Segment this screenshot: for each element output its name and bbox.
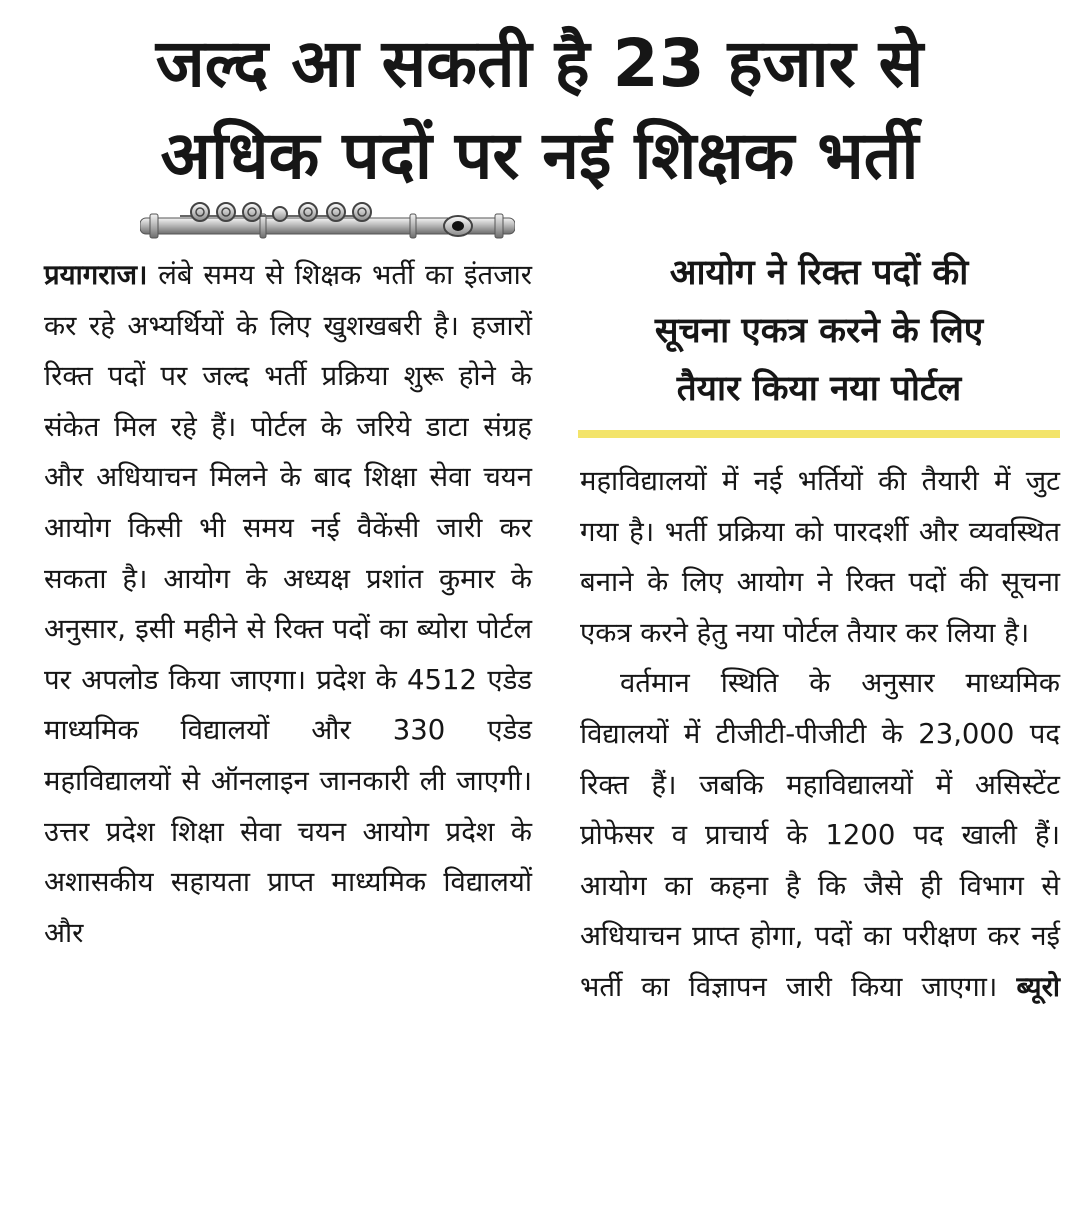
byline: ब्यूरो xyxy=(1016,970,1060,1003)
left-article-column xyxy=(44,250,532,958)
subheadline-line-3: तैयार किया नया पोर्टल xyxy=(676,369,962,409)
right-article-column xyxy=(580,456,1060,1013)
headline xyxy=(0,18,1079,202)
dateline: प्रयागराज। xyxy=(44,259,148,291)
subheadline-line-1: आयोग ने रिक्त पदों की xyxy=(669,253,969,293)
headline-line-2: अधिक पदों पर नई शिक्षक भर्ती xyxy=(160,117,919,194)
right-paragraph-2 xyxy=(580,658,1060,1012)
flute-illustration xyxy=(140,202,515,242)
subheadline xyxy=(580,244,1058,418)
left-column-body: लंबे समय से शिक्षक भर्ती का इंतजार कर रहे अभ्यर्थियों के लिए खुशखबरी है। हजारों रिक्त पदों पर जल्द भर्ती प्रक्रिया शुरू होने के संकेत मिल रहे हैं। पोर्टल के जरिये डाटा संग्रह और अधियाचन मिलने के बाद शिक्षा सेवा चयन आयोग किसी भी समय नई वैकेंसी जारी कर सकता है। आयोग के अध्यक्ष प्रशांत कुमार के अनुसार, इसी महीने से रिक्त पदों का ब्योरा पोर्टल पर अपलोड किया जाएगा। प्रदेश के 4512 एडेड माध्यमिक विद्यालयों और 330 एडेड महाविद्यालयों से ऑनलाइन जानकारी ली जाएगी। उत्तर प्रदेश शिक्षा सेवा चयन आयोग प्रदेश के अशासकीय सहायता प्राप्त माध्यमिक विद्यालयों और xyxy=(44,259,532,949)
subheadline-underline xyxy=(578,430,1060,438)
headline-line-1: जल्द आ सकती है 23 हजार से xyxy=(155,25,924,102)
right-paragraph-2-text: वर्तमान स्थिति के अनुसार माध्यमिक विद्यालयों में टीजीटी-पीजीटी के 23,000 पद रिक्त हैं। जबकि महाविद्यालयों में असिस्टेंट प्रोफेसर व प्राचार्य के 1200 पद खाली हैं। आयोग का कहना है कि जैसे ही विभाग से अधियाचन प्राप्त होगा, पदों का परीक्षण कर नई भर्ती का विज्ञापन जारी किया जाएगा। xyxy=(580,667,1060,1003)
subheadline-line-2: सूचना एकत्र करने के लिए xyxy=(654,311,984,351)
right-paragraph-1: महाविद्यालयों में नई भर्तियों की तैयारी में जुट गया है। भर्ती प्रक्रिया को पारदर्शी और व्यवस्थित बनाने के लिए आयोग ने रिक्त पदों की सूचना एकत्र करने हेतु नया पोर्टल तैयार कर लिया है। xyxy=(580,465,1060,649)
